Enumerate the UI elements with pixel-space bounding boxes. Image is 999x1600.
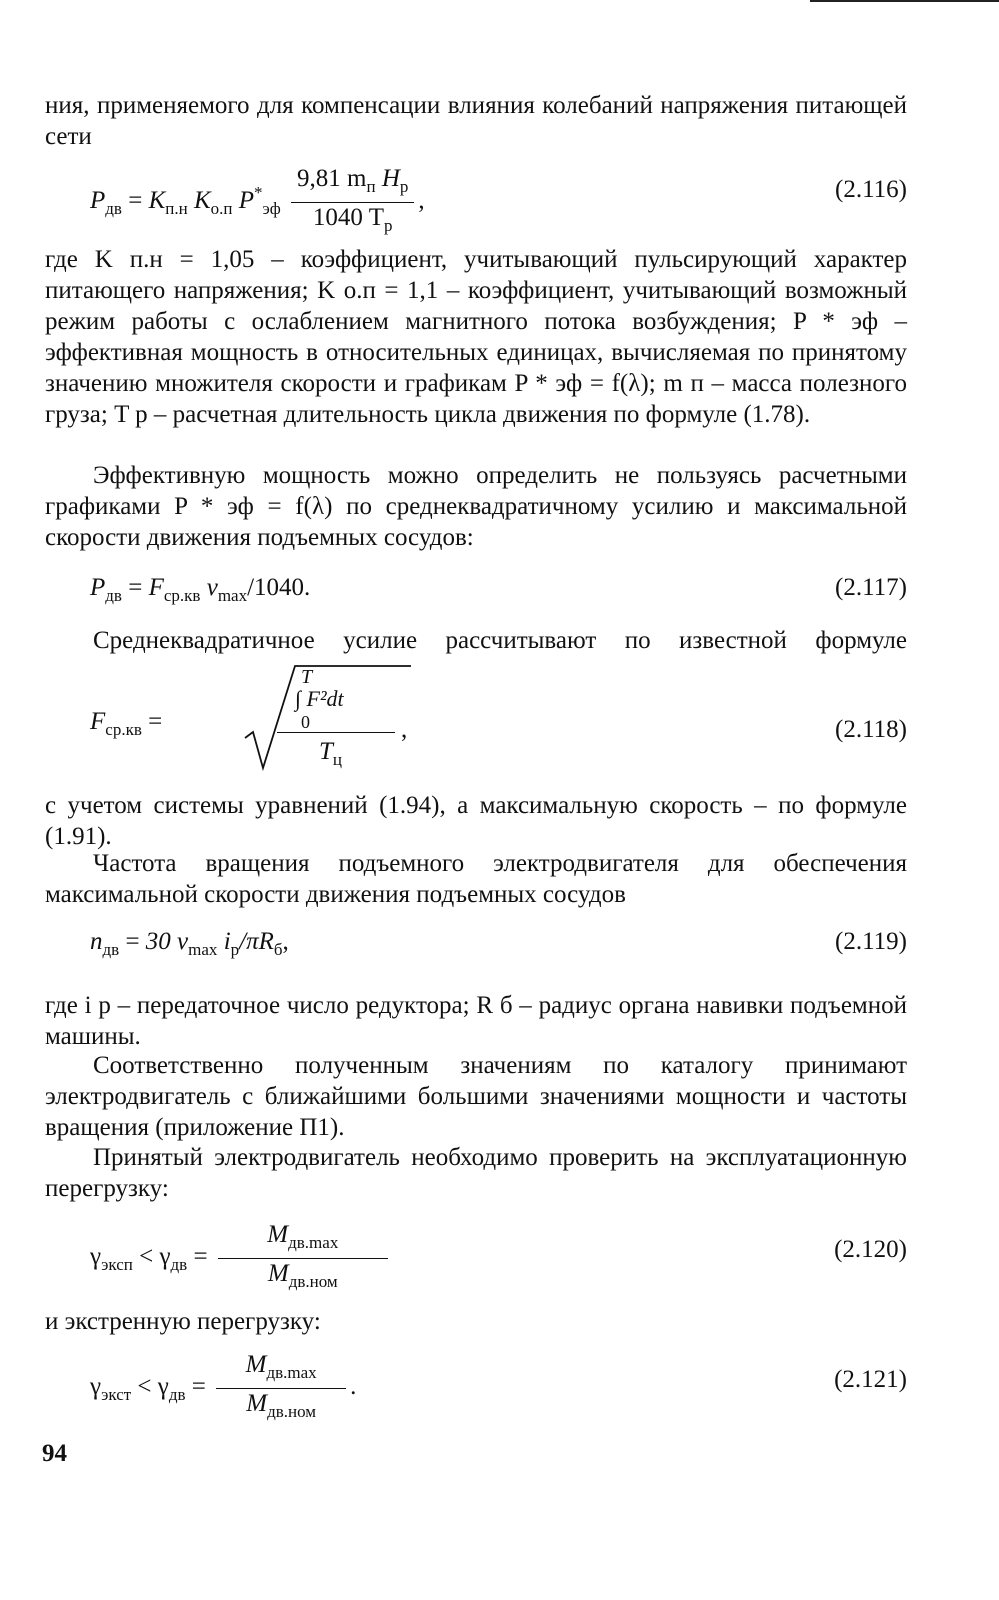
eq117-number: (2.117) — [835, 574, 907, 601]
eq118-lhs: F — [90, 708, 106, 735]
paragraph-gear-ratio: где i р – передаточное число редуктора; R б – радиус органа навивки подъемной машины. — [45, 992, 907, 1050]
eq118-integrand: ∫ F²dt — [295, 686, 344, 711]
eq116-num-h: H — [381, 165, 400, 192]
eq121-denominator: M — [246, 1390, 268, 1417]
eq116-num-sub: п — [366, 177, 376, 196]
eq117-v-sub: max — [217, 586, 248, 605]
eq120-den-sub: дв.ном — [288, 1272, 338, 1291]
eq118-int-upper: T — [301, 666, 313, 688]
eq116-k1-sub: п.н — [165, 199, 188, 219]
eq117-f-sub: ср.кв — [163, 586, 201, 605]
eq119-lhs: n — [90, 928, 103, 955]
paragraph-emergency-overload: и экстренную перегрузку: — [45, 1308, 321, 1335]
eq121-numerator: M — [245, 1351, 267, 1378]
eq116-fraction — [291, 164, 414, 241]
paragraph-rms-force: Среднеквадратичное усилие рассчитывают по известной формуле — [93, 627, 907, 654]
eq120-numerator: M — [267, 1221, 289, 1248]
eq117-v: v — [206, 574, 218, 601]
eq116-p-sub: эф — [262, 199, 281, 219]
eq118-den-sub: ц — [332, 750, 343, 769]
eq119-i-sub: р — [230, 940, 240, 959]
eq119-number: (2.119) — [835, 928, 907, 955]
eq119-tail: /πR — [239, 928, 274, 955]
eq116-p-sup: * — [254, 183, 263, 203]
eq116-number: (2.116) — [835, 176, 907, 203]
eq116-numerator: 9,81 m — [297, 165, 367, 192]
eq119-v-sub: max — [188, 940, 218, 959]
eq120-denominator: M — [267, 1260, 289, 1287]
page-number: 94 — [42, 1440, 67, 1467]
eq119-r-sub: б — [273, 940, 283, 959]
paragraph-equations-ref: с учетом системы уравнений (1.94), а максимальную скорость – по формуле (1.91). — [45, 792, 907, 850]
eq118-comma: , — [401, 716, 408, 743]
equation-2-116: $P_{дв} = K_{п.н}$ $K_{о.п}$ $P^*_{эф}$ $\frac{9,81 m_п H_р}{1040 T_р}$ , (2.116) — [45, 150, 907, 230]
equation-2-121: $\gamma_{экст} < \gamma_{дв}$ = $\frac{M_{дв.max}}{M_{дв.ном}}$ . (2.121) — [45, 1340, 907, 1420]
eq117-lhs-sub: дв — [105, 586, 122, 605]
eq118-denominator-wrap — [319, 738, 342, 770]
equation-2-119: $n_{дв} = 30$ $v_{max}$ $i_р/\pi R_б$, (2.119) — [90, 928, 907, 959]
eq121-number: (2.121) — [834, 1366, 907, 1393]
eq119-lhs-sub: дв — [102, 940, 120, 959]
eq117-tail: /1040. — [247, 574, 311, 601]
eq117-lhs: P — [90, 574, 106, 601]
eq116-k2: K — [193, 187, 211, 215]
eq121-fraction — [216, 1350, 346, 1427]
paragraph-rotation-frequency: Частота вращения подъемного электродвигателя для обеспечения максимальной скорости движения подъемных сосудов — [45, 850, 907, 908]
eq118-int-lower: 0 — [301, 712, 310, 732]
equation-2-118: $F_{ср.кв}$ = T ∫ F²dt 0 $T_ц$ , (2.118) — [45, 660, 907, 790]
eq118-denominator: T — [319, 738, 333, 765]
paragraph-effective-power: Эффективную мощность можно определить не пользуясь расчетными графиками P * эф = f(λ) по среднеквадратичному усилию и максимальной скорости движения подъемных сосудов: — [45, 462, 907, 551]
top-rule — [810, 0, 999, 2]
equation-2-117: $P_{дв} = F_{ср.кв}$ $v_{max}/1040$. (2.117) — [90, 574, 907, 605]
eq121-gamma1-sub: экст — [101, 1385, 132, 1405]
eq118-lhs-sub: ср.кв — [105, 720, 142, 739]
paragraph-catalog: Соответственно полученным значениям по каталогу принимают электродвигатель с ближайшими большими значениями мощности и частоты вращения (приложение П1). — [45, 1052, 907, 1141]
eq118-fraction-bar — [277, 732, 395, 733]
eq116-lhs-sub: дв — [105, 199, 122, 219]
eq117-f: F — [148, 574, 164, 601]
eq116-lhs: P — [90, 187, 106, 215]
eq119-i: i — [223, 928, 231, 955]
eq120-gamma2-sub: дв — [170, 1255, 188, 1275]
paragraph-operational-overload: Принятый электродвигатель необходимо проверить на эксплуатационную перегрузку: — [45, 1144, 907, 1202]
eq121-gamma2-sub: дв — [168, 1385, 186, 1405]
eq116-p: P — [238, 187, 255, 215]
paragraph-where-k: где K п.н = 1,05 – коэффициент, учитывающий пульсирующий характер питающего напряжения; K о.п = 1,1 – коэффициент, учитывающий возможный режим работы с ослаблением магнитного потока возбуждения; P * эф – эффективная мощность в относительных единицах, вычисляемая по принятому значению множителя скорости и графикам P * эф = f(λ); m п – масса полезного груза; T р – расчетная длительность цикла движения по формуле (1.78). — [45, 246, 907, 428]
eq116-k1: K — [148, 187, 166, 215]
eq120-num-sub: дв.max — [288, 1233, 339, 1252]
equation-2-120: $\gamma_{эксп} < \gamma_{дв}$ = $\frac{M_{дв.max}}{M_{дв.ном}}$ (2.120) — [45, 1210, 907, 1290]
eq116-den-sub: р — [383, 216, 393, 235]
eq120-number: (2.120) — [834, 1236, 907, 1263]
eq119-rhs: 30 v — [145, 928, 189, 955]
eq116-denominator: 1040 T — [312, 204, 384, 231]
eq120-gamma1-sub: эксп — [101, 1255, 133, 1275]
eq120-fraction — [218, 1220, 388, 1297]
eq116-k2-sub: о.п — [210, 199, 233, 219]
eq121-num-sub: дв.max — [266, 1363, 317, 1382]
paragraph-intro: ния, применяемого для компенсации влияния колебаний напряжения питающей сети — [45, 92, 907, 150]
eq118-number: (2.118) — [835, 716, 907, 743]
eq121-den-sub: дв.ном — [267, 1402, 317, 1421]
eq116-num-h-sub: р — [399, 177, 409, 196]
